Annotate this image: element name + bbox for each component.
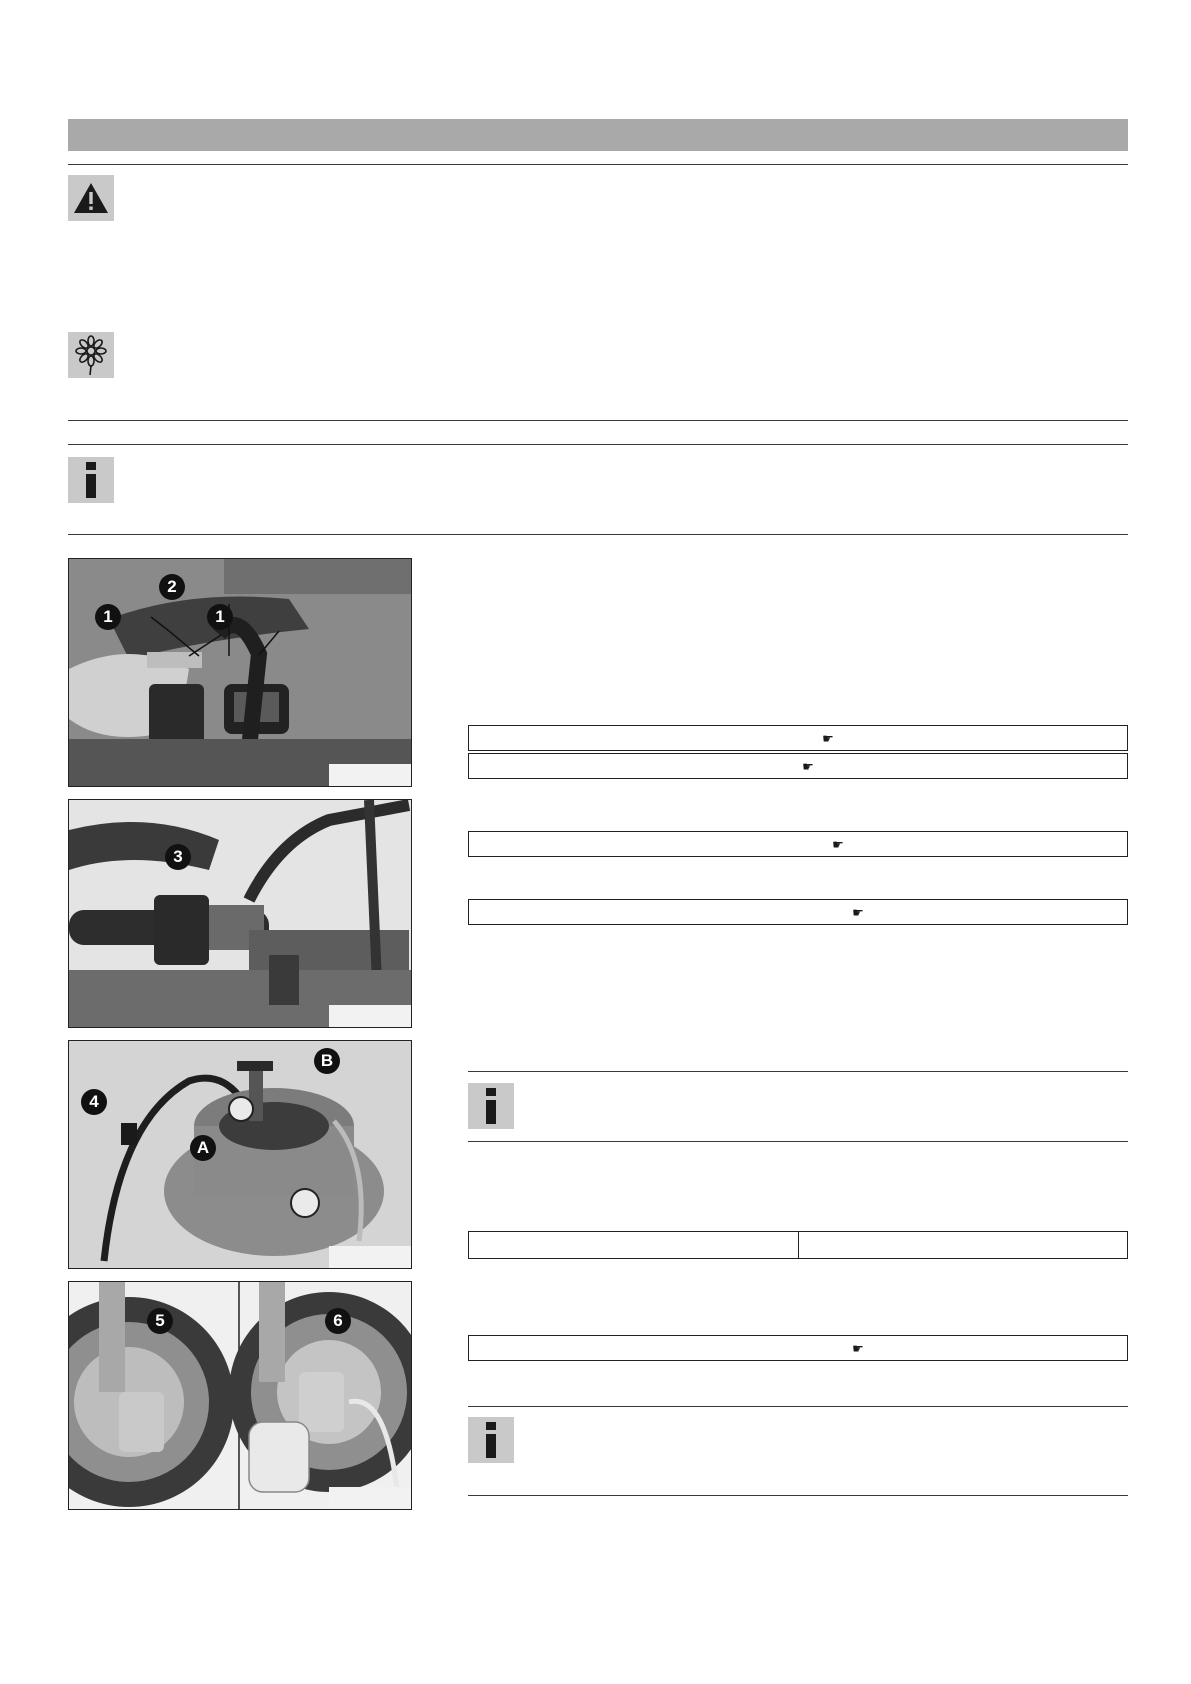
warning-triangle-icon	[68, 175, 114, 221]
callout-1: 1	[207, 604, 233, 630]
photo-id-tag	[329, 1005, 411, 1027]
reference-box	[468, 725, 1128, 751]
pointing-hand-icon: ☛	[852, 1340, 864, 1356]
callout-2: 2	[159, 574, 185, 600]
callout-3: 3	[165, 844, 191, 870]
divider	[68, 164, 1128, 165]
pointing-hand-icon: ☛	[822, 730, 834, 746]
info-i-icon	[68, 457, 114, 503]
divider	[68, 534, 1128, 535]
pointing-hand-icon: ☛	[802, 758, 814, 774]
divider	[468, 1406, 1128, 1407]
info-i-icon	[468, 1083, 514, 1129]
callout-1: 1	[95, 604, 121, 630]
photo-id-tag	[329, 1487, 411, 1509]
divider	[468, 1071, 1128, 1072]
photo-brake-reservoir-cover	[68, 558, 412, 787]
callout-6: 6	[325, 1308, 351, 1334]
pointing-hand-icon: ☛	[852, 904, 864, 920]
divider	[468, 1141, 1128, 1142]
pointing-hand-icon: ☛	[832, 836, 844, 852]
reference-box	[468, 831, 1128, 857]
divider	[468, 1495, 1128, 1496]
info-i-icon	[468, 1417, 514, 1463]
photo-brake-caliper-bleed-nipple	[68, 1281, 412, 1510]
reference-box	[468, 899, 1128, 925]
photo-bleeding-device	[68, 1040, 412, 1269]
callout-B: B	[314, 1048, 340, 1074]
reference-box	[468, 753, 1128, 779]
specification-table	[468, 1231, 1128, 1259]
section-title-bar	[68, 119, 1128, 151]
photo-id-tag	[329, 764, 411, 786]
photo-bleeding-adapter-mounted	[68, 799, 412, 1028]
reference-box	[468, 1335, 1128, 1361]
flower-environment-icon	[68, 332, 114, 378]
specification-cell	[799, 1232, 1128, 1258]
divider	[68, 420, 1128, 421]
callout-A: A	[190, 1135, 216, 1161]
photo-id-tag	[329, 1246, 411, 1268]
callout-5: 5	[147, 1308, 173, 1334]
callout-4: 4	[81, 1089, 107, 1115]
divider	[68, 444, 1128, 445]
specification-cell	[469, 1232, 799, 1258]
